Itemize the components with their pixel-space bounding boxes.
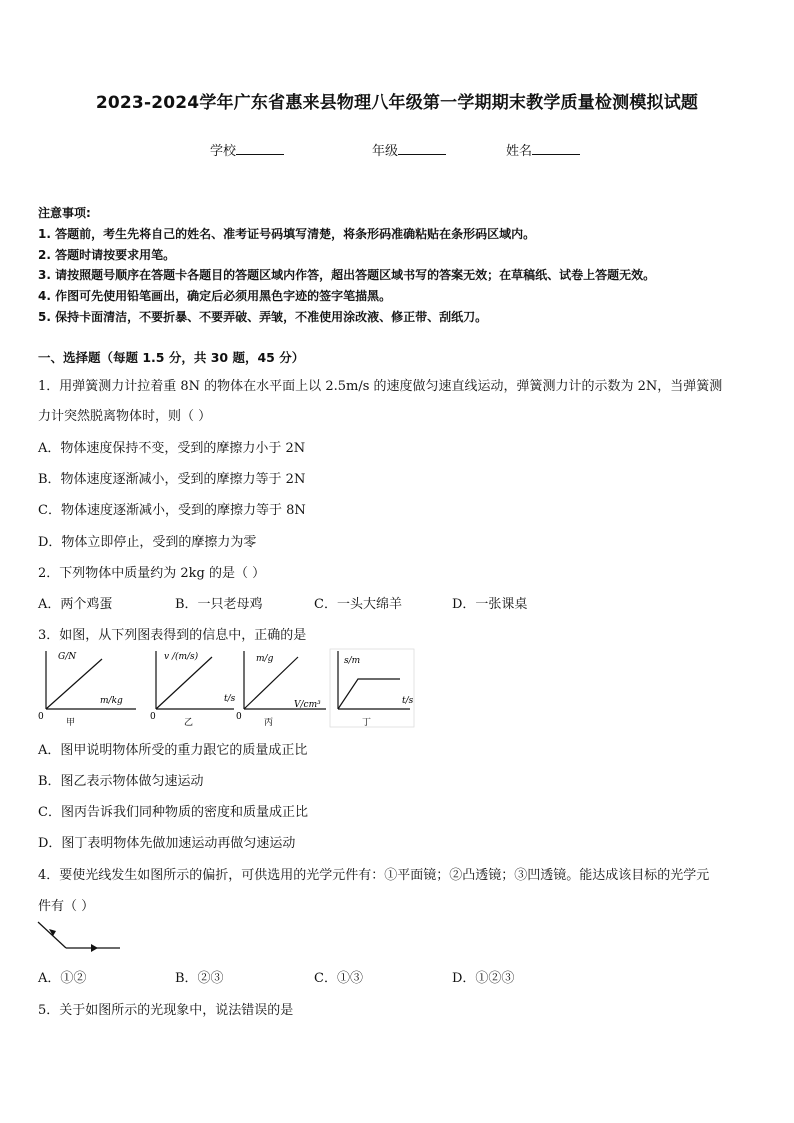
q1-stem-line2: 力计突然脱离物体时，则（ ）	[38, 409, 212, 424]
school-field	[210, 140, 284, 159]
graph-bing-xlabel: V/cm³	[294, 700, 321, 710]
q1-stem-line1: 1．用弹簧测力计拉着重 8N 的物体在水平面上以 2.5m/s 的速度做匀速直线运动，弹簧测力计的示数为 2N，当弹簧测	[38, 379, 723, 394]
q4-stem-line1: 4．要使光线发生如图所示的偏折，可供选用的光学元件有：①平面镜；②凸透镜；③凹透镜。能达成该目标的光学元	[38, 868, 710, 883]
note-item: 3. 请按照题号顺序在答题卡各题目的答题区域内作答，超出答题区域书写的答案无效；在草稿纸、试卷上答题无效。	[38, 268, 656, 283]
graph-bing-line	[244, 657, 298, 709]
q2-stem: 2．下列物体中质量约为 2kg 的是（ ）	[38, 566, 266, 581]
q3-stem: 3．如图，从下列图表得到的信息中，正确的是	[38, 628, 307, 643]
light-ray-figure	[36, 918, 126, 954]
q2-option-c: C．一头大绵羊	[314, 597, 402, 612]
graph-ding-caption: 丁	[362, 718, 372, 728]
q3-option-c: C．图丙告诉我们同种物质的密度和质量成正比	[38, 805, 308, 820]
graph-yi-origin: 0	[150, 712, 156, 722]
note-item: 2. 答题时请按要求用笔。	[38, 247, 176, 262]
grade-field	[372, 140, 446, 159]
q3-option-a: A．图甲说明物体所受的重力跟它的质量成正比	[38, 743, 308, 758]
name-label: 姓名	[506, 144, 533, 159]
q2-option-a: A．两个鸡蛋	[38, 597, 113, 612]
q2-option-d: D．一张课桌	[452, 597, 528, 612]
graph-jia-caption: 甲	[66, 718, 76, 728]
q1-option-a: A．物体速度保持不变，受到的摩擦力小于 2N	[38, 441, 306, 456]
notes	[38, 203, 655, 328]
q4-option-b: B．②③	[175, 971, 224, 986]
graph-yi-ylabel: v /(m/s)	[164, 652, 199, 662]
q2-option-b: B．一只老母鸡	[175, 597, 263, 612]
graph-yi-line	[156, 657, 212, 709]
q1-option-b: B．物体速度逐渐减小，受到的摩擦力等于 2N	[38, 472, 306, 487]
q4-option-a: A．①②	[38, 971, 87, 986]
graph-ding-line	[338, 679, 400, 709]
graph-yi-caption: 乙	[184, 718, 194, 728]
note-item: 4. 作图可先使用铅笔画出，确定后必须用黑色字迹的签字笔描黑。	[38, 289, 392, 304]
notes-heading: 注意事项:	[38, 206, 91, 220]
graph-bing-ylabel: m/g	[256, 654, 274, 664]
graph-ding-ylabel: s/m	[344, 656, 361, 666]
q3-option-d: D．图丁表明物体先做加速运动再做匀速运动	[38, 836, 296, 851]
q4-stem-line2: 件有（ ）	[38, 899, 95, 914]
graph-jia-ylabel: G/N	[58, 652, 77, 662]
name-blank[interactable]	[532, 142, 580, 155]
q5-stem: 5．关于如图所示的光现象中，说法错误的是	[38, 1003, 294, 1018]
school-blank[interactable]	[236, 142, 284, 155]
graph-ding-xlabel: t/s	[402, 696, 414, 706]
q4-option-c: C．①③	[314, 971, 363, 986]
q1-option-d: D．物体立即停止，受到的摩擦力为零	[38, 535, 257, 550]
graph-yi-xlabel: t/s	[224, 694, 236, 704]
graph-bing-origin: 0	[236, 712, 242, 722]
note-item: 5. 保持卡面清洁，不要折暴、不要弄破、弄皱，不准使用涂改液、修正带、刮纸刀。	[38, 309, 488, 324]
graph-yi	[150, 651, 236, 728]
note-item: 1. 答题前，考生先将自己的姓名、准考证号码填写清楚，将条形码准确粘贴在条形码区域内。	[38, 226, 536, 241]
q1-option-c: C．物体速度逐渐减小，受到的摩擦力等于 8N	[38, 503, 306, 518]
q3-graphs-figure	[36, 645, 418, 735]
graph-ding	[330, 649, 414, 728]
graph-jia-xlabel: m/kg	[100, 696, 123, 706]
exam-title: 2023-2024学年广东省惠来县物理八年级第一学期期末教学质量检测模拟试题	[95, 93, 699, 113]
grade-blank[interactable]	[398, 142, 446, 155]
q4-option-d: D．①②③	[452, 971, 515, 986]
school-label: 学校	[210, 144, 237, 159]
grade-label: 年级	[372, 144, 399, 159]
q3-option-b: B．图乙表示物体做匀速运动	[38, 774, 204, 789]
graph-jia-origin: 0	[38, 712, 44, 722]
graph-jia-line	[46, 659, 102, 709]
graph-bing-caption: 丙	[264, 718, 274, 728]
name-field	[506, 140, 580, 159]
graph-bing	[236, 651, 326, 728]
section-heading: 一、选择题（每题 1.5 分，共 30 题，45 分）	[38, 350, 305, 365]
ray-arrow-2	[91, 944, 98, 952]
graph-jia	[38, 651, 136, 728]
